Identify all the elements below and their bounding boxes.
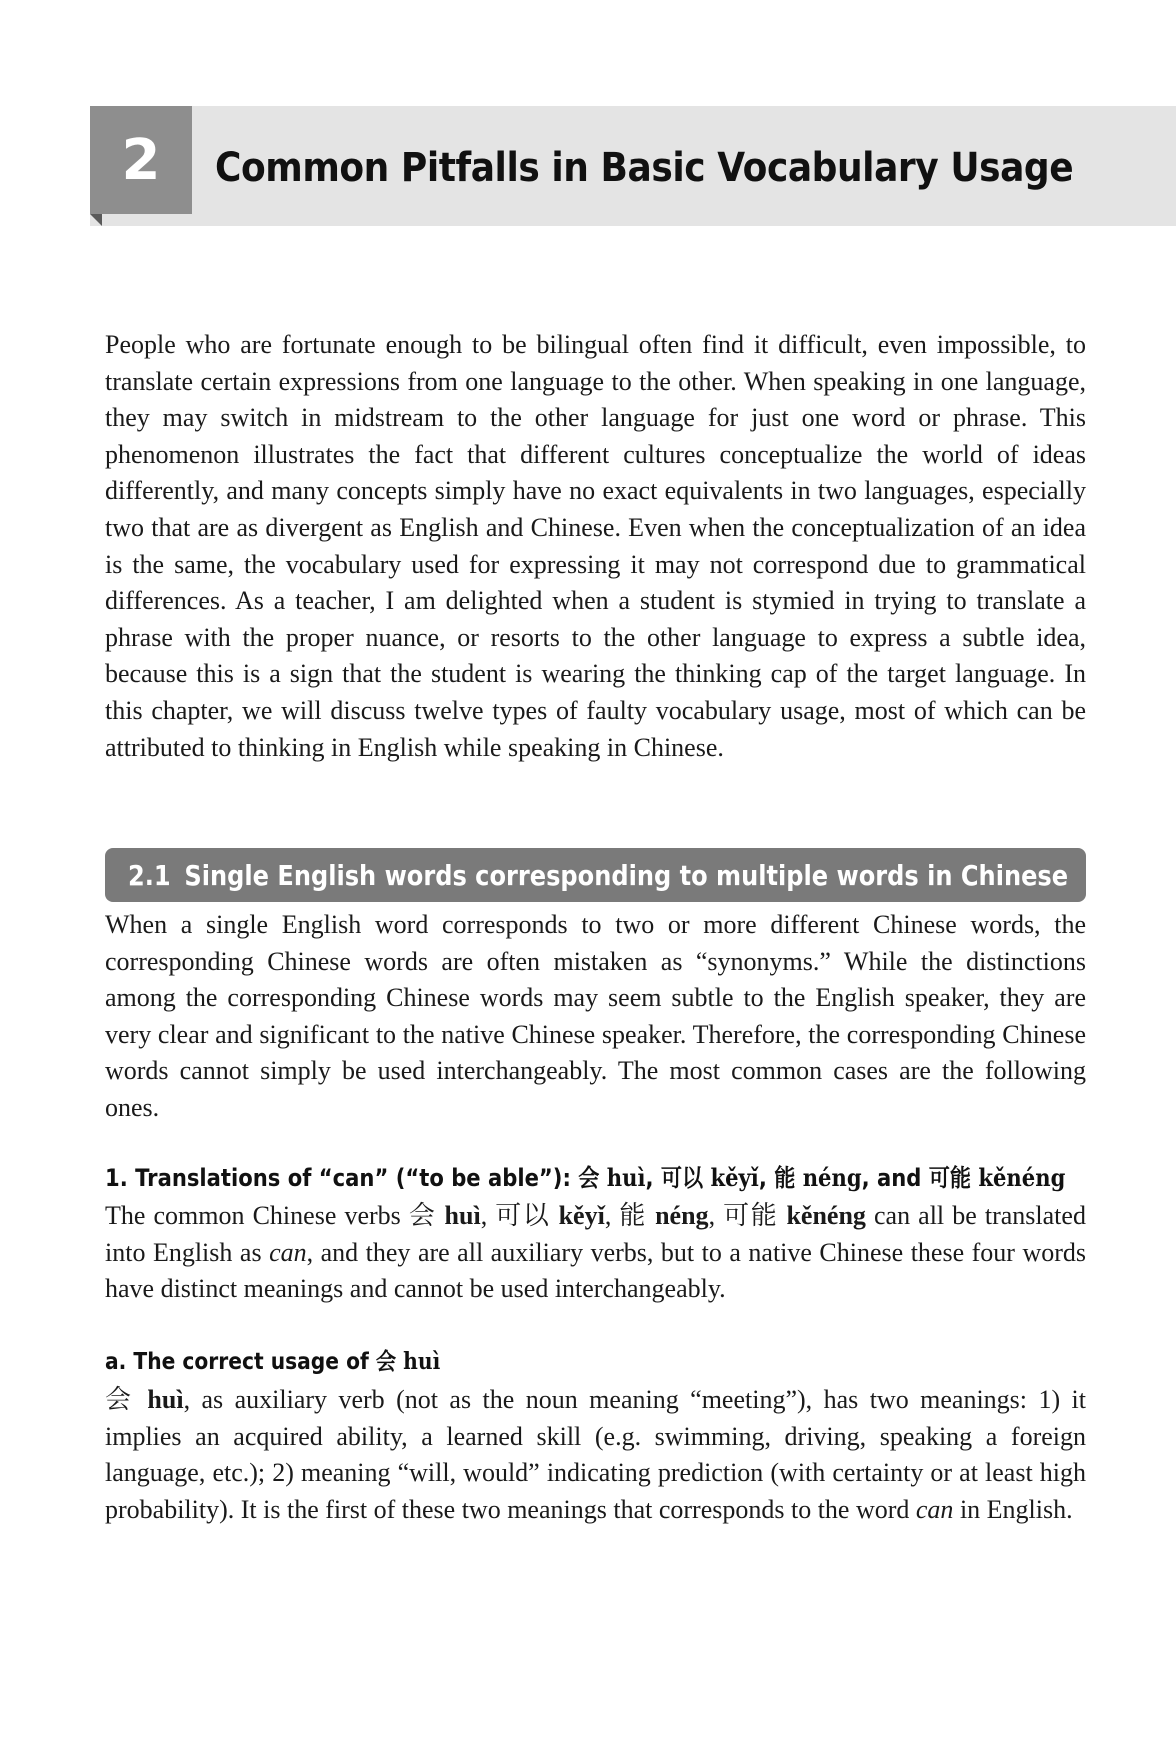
keyi-character: 可以	[660, 1163, 704, 1192]
intro-paragraph: People who are fortunate enough to be bilingual often find it difficult, even impossible, to translate certain expressions from one language to the other. When speaking in one language, they may switch in midstream to the other language for just one word or phrase. This phenomenon illustrates the fact that different cultures conceptualize the world of ideas differently, and many concepts simply have no exact equivalents in two languages, especially two that are as divergent as English and Chinese. Even when the conceptualization of an idea is the same, the vocabulary used for expressing it may not correspond due to grammatical differences. As a teacher, I am delighted when a student is stymied in trying to translate a phrase with the proper nuance, or resorts to the other language to express a subtle idea, because this is a sign that the student is wearing the thinking cap of the target language. In this chapter, we will discuss twelve types of faulty vocabulary usage, most of which can be attributed to thinking in English while speaking in Chinese.	[105, 330, 1086, 762]
keyi-pinyin: kěyǐ	[710, 1163, 759, 1192]
hui-pinyin: huì	[606, 1163, 646, 1192]
hui-character: 会	[578, 1163, 600, 1192]
item-1a-paragraph: 会 huì, as auxiliary verb (not as the noun meaning “meeting”), has two meanings: 1) it implies an acquired ability, a learned skill (e.g. swimming, driving, speaking a foreign language, etc.); 2) meaning “will, would” indicating prediction (with certainty or at least high probability). It is the first of these two meanings that corresponds to the word can in English.	[105, 1385, 1087, 1524]
section-title: Single English words corresponding to multiple words in Chinese	[184, 858, 1069, 892]
chapter-tab-fold	[90, 214, 102, 226]
item-1a-heading-prefix: a. The correct usage of	[105, 1349, 369, 1375]
section-heading	[128, 848, 1068, 902]
and-word: and	[876, 1164, 922, 1192]
keneng-pinyin: kěnéng	[978, 1163, 1066, 1192]
neng-pinyin: néng	[802, 1163, 862, 1192]
section-paragraph: When a single English word corresponds to two or more different Chinese words, the corresponding Chinese words are often mistaken as “synonyms.” While the distinctions among the corresponding Chinese words may seem subtle to the English speaker, they are very clear and significant to the native Chinese speaker. Therefore, the corresponding Chinese words cannot simply be used interchangeably. The most common cases are the following ones.	[105, 910, 1086, 1122]
item-1-heading-prefix: 1. Translations of “can” (“to be able”):	[105, 1164, 571, 1192]
hui-pinyin: huì	[403, 1348, 441, 1375]
chapter-title: Common Pitfalls in Basic Vocabulary Usage	[215, 145, 1074, 191]
item-1a-heading	[105, 1343, 440, 1376]
hui-character: 会	[375, 1348, 397, 1375]
section-number: 2.1	[128, 858, 171, 892]
keneng-character: 可能	[928, 1163, 972, 1192]
item-1-paragraph: The common Chinese verbs 会 huì, 可以 kěyǐ, 能 néng, 可能 kěnéng can all be translated into English as can, and they are all auxiliary verbs, but to a native Chinese these four words have distinct meanings and cannot be used interchangeably.	[105, 1201, 1087, 1304]
chapter-number: 2	[121, 127, 161, 193]
item-1-heading: 1. Translations of “can” (“to be able”): 会 huì, 可以 kěyǐ, 能 néng, and 可能 kěnéng	[105, 1163, 1066, 1192]
neng-character: 能	[774, 1163, 796, 1192]
